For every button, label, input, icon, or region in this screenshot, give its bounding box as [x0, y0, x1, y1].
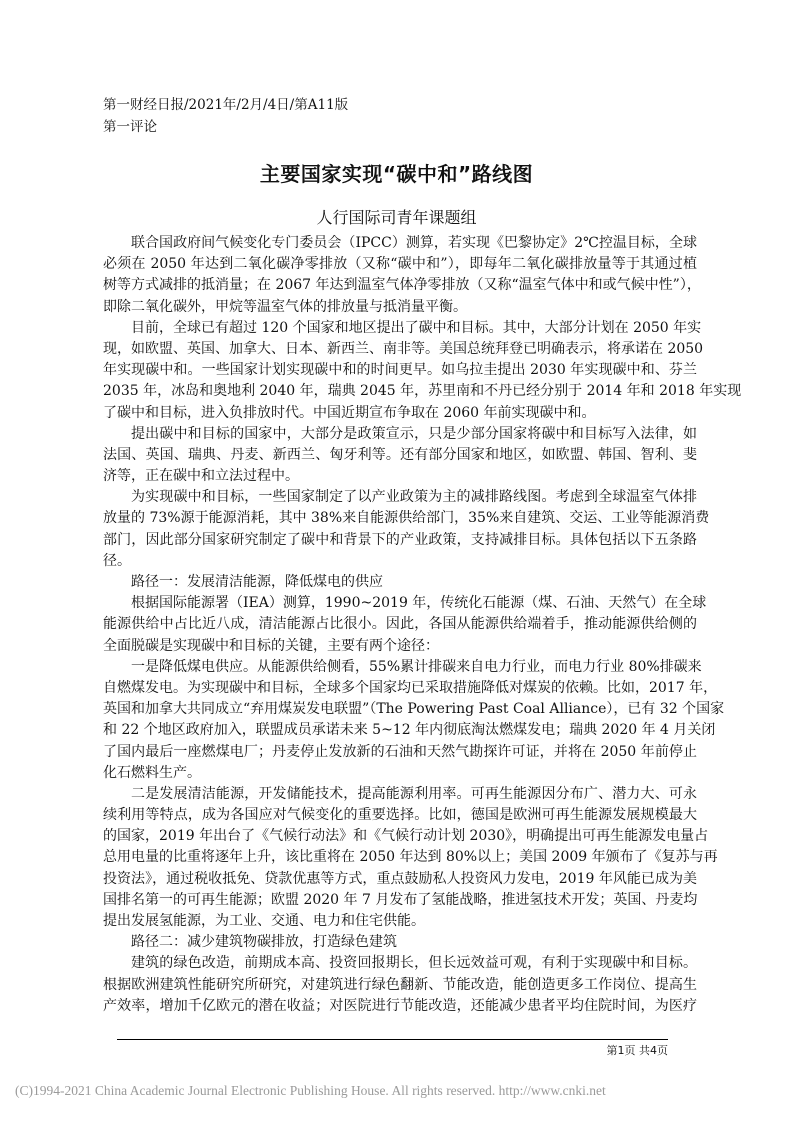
paragraph: [103, 784, 718, 932]
text-line: 现，如欧盟、英国、加拿大、日本、新西兰、南非等。美国总统拜登已明确表示，将承诺在 2050: [103, 340, 704, 357]
text-line: 必须在 2050 年达到二氧化碳净零排放（又称“碳中和”），即每年二氧化碳排放量等于其通过植: [103, 256, 697, 273]
text-line: 联合国政府间气候变化专门委员会（IPCC）测算，若实现《巴黎协定》2℃控温目标，全球: [131, 235, 697, 251]
page-number: 第1页 共4页: [606, 1044, 668, 1057]
text-line: 了碳中和目标，进入负排放时代。中国近期宣布争取在 2060 年前实现碳中和。: [103, 404, 596, 421]
article-author: 人行国际司青年课题组: [316, 208, 477, 227]
text-line: 路径一：发展清洁能源，降低煤电的供应: [131, 574, 383, 590]
article-body: [103, 233, 742, 1017]
paragraph: [103, 424, 697, 488]
text-line: 二是发展清洁能源，开发储能技术，提高能源利用率。可再生能源因分布广、潜力大、可永: [131, 785, 697, 802]
text-line: 了国内最后一座燃煤电厂；丹麦停止发放新的石油和天然气勘探许可证，并将在 2050 年前停止: [103, 743, 697, 760]
paragraph: [103, 593, 707, 657]
text-line: 的国家，2019 年出台了《气候行动法》和《气候行动计划 2030》，明确提出可再生能源发电量占: [103, 828, 709, 845]
text-line: 建筑的绿色改造，前期成本高、投资回报期长，但长远效益可观，有利于实现碳中和目标。: [131, 955, 697, 972]
text-line: 路径二：减少建筑物碳排放，打造绿色建筑: [131, 934, 397, 951]
text-line: 化石燃料生产。: [103, 764, 201, 781]
text-line: 和 22 个地区政府加入，联盟成员承诺未来 5~12 年内彻底淘汰燃煤发电；瑞典 2020 年 4 月关闭: [103, 722, 716, 739]
text-line: 提出碳中和目标的国家中，大部分是政策宣示，只是少部分国家将碳中和目标写入法律，如: [131, 425, 697, 442]
article-title: 主要国家实现“碳中和”路线图: [259, 162, 534, 186]
text-line: 目前，全球已有超过 120 个国家和地区提出了碳中和目标。其中，大部分计划在 2050 年实: [131, 319, 702, 336]
text-line: 放量的 73%源于能源消耗，其中 38%来自能源供给部门，35%来自建筑、交运、工业等能源消费: [103, 510, 710, 527]
publication-source: 第一财经日报/2021年/2月/4日/第A11版: [103, 97, 349, 113]
paragraph: [103, 487, 710, 572]
footer-divider: [117, 1039, 668, 1040]
paragraph: [103, 953, 697, 1017]
copyright-notice: (C)1994-2021 China Academic Journal Electronic Publishing House. All rights reserved. http://www.cnki.net: [15, 1083, 606, 1098]
text-line: 一是降低煤电供应。从能源供给侧看，55%累计排碳来自电力行业，而电力行业 80%排碳来: [131, 658, 702, 675]
text-line: 英国和加拿大共同成立“弃用煤炭发电联盟”（The Powering Past Coal Alliance），已有 32 个国家: [103, 701, 725, 718]
text-line: 济等，正在碳中和立法过程中。: [103, 468, 299, 485]
text-line: 根据国际能源署（IEA）测算，1990~2019 年，传统化石能源（煤、石油、天然气）在全球: [131, 595, 707, 612]
text-line: 产效率，增加千亿欧元的潜在收益；对医院进行节能改造，还能减少患者平均住院时间，为医疗: [103, 997, 697, 1014]
text-line: 法国、英国、瑞典、丹麦、新西兰、匈牙利等。还有部分国家和地区，如欧盟、韩国、智利、斐: [103, 446, 697, 463]
section-heading: [103, 932, 697, 953]
text-line: 年实现碳中和。一些国家计划实现碳中和的时间更早。如乌拉圭提出 2030 年实现碳中和、芬兰: [103, 362, 697, 379]
text-line: 自燃煤发电。为实现碳中和目标，全球多个国家均已采取措施降低对煤炭的依赖。比如，2017 年，: [103, 679, 718, 696]
text-line: 能源供给中占比近八成，清洁能源占比很小。因此，各国从能源供给端着手，推动能源供给侧的: [103, 616, 697, 633]
text-line: 全面脱碳是实现碳中和目标的关键，主要有两个途径：: [103, 637, 439, 654]
paragraph: [103, 657, 725, 784]
text-line: 为实现碳中和目标，一些国家制定了以产业政策为主的减排路线图。考虑到全球温室气体排: [131, 489, 697, 506]
section-heading: [103, 572, 697, 593]
text-line: 提出发展氢能源，为工业、交通、电力和住宅供能。: [103, 913, 425, 929]
paragraph: [103, 318, 742, 424]
text-line: 即除二氧化碳外，甲烷等温室气体的排放量与抵消量平衡。: [103, 298, 467, 315]
text-line: 投资法》，通过税收抵免、贷款优惠等方式，重点鼓励私人投资风力发电，2019 年风能已成为美: [103, 870, 697, 887]
text-line: 径。: [103, 552, 131, 569]
text-line: 根据欧洲建筑性能研究所研究，对建筑进行绿色翻新、节能改造，能创造更多工作岗位、提高生: [103, 976, 697, 993]
text-line: 部门，因此部分国家研究制定了碳中和背景下的产业政策，支持减排目标。具体包括以下五条路: [103, 531, 697, 548]
paragraph: [103, 233, 701, 318]
text-line: 2035 年，冰岛和奥地利 2040 年，瑞典 2045 年，苏里南和不丹已经分别于 2014 年和 2018 年实现: [103, 383, 742, 400]
text-line: 总用电量的比重将逐年上升，该比重将在 2050 年达到 80%以上；美国 2009 年颁布了《复苏与再: [103, 849, 718, 866]
column-name: 第一评论: [103, 119, 157, 135]
text-line: 续利用等特点，成为各国应对气候变化的重要选择。比如，德国是欧洲可再生能源发展规模最大: [103, 807, 697, 824]
text-line: 国排名第一的可再生能源；欧盟 2020 年 7 月发布了氢能战略，推进氢技术开发；英国、丹麦均: [103, 891, 698, 908]
text-line: 树等方式减排的抵消量；在 2067 年达到温室气体净零排放（又称“温室气体中和或气候中性”），: [103, 277, 701, 294]
